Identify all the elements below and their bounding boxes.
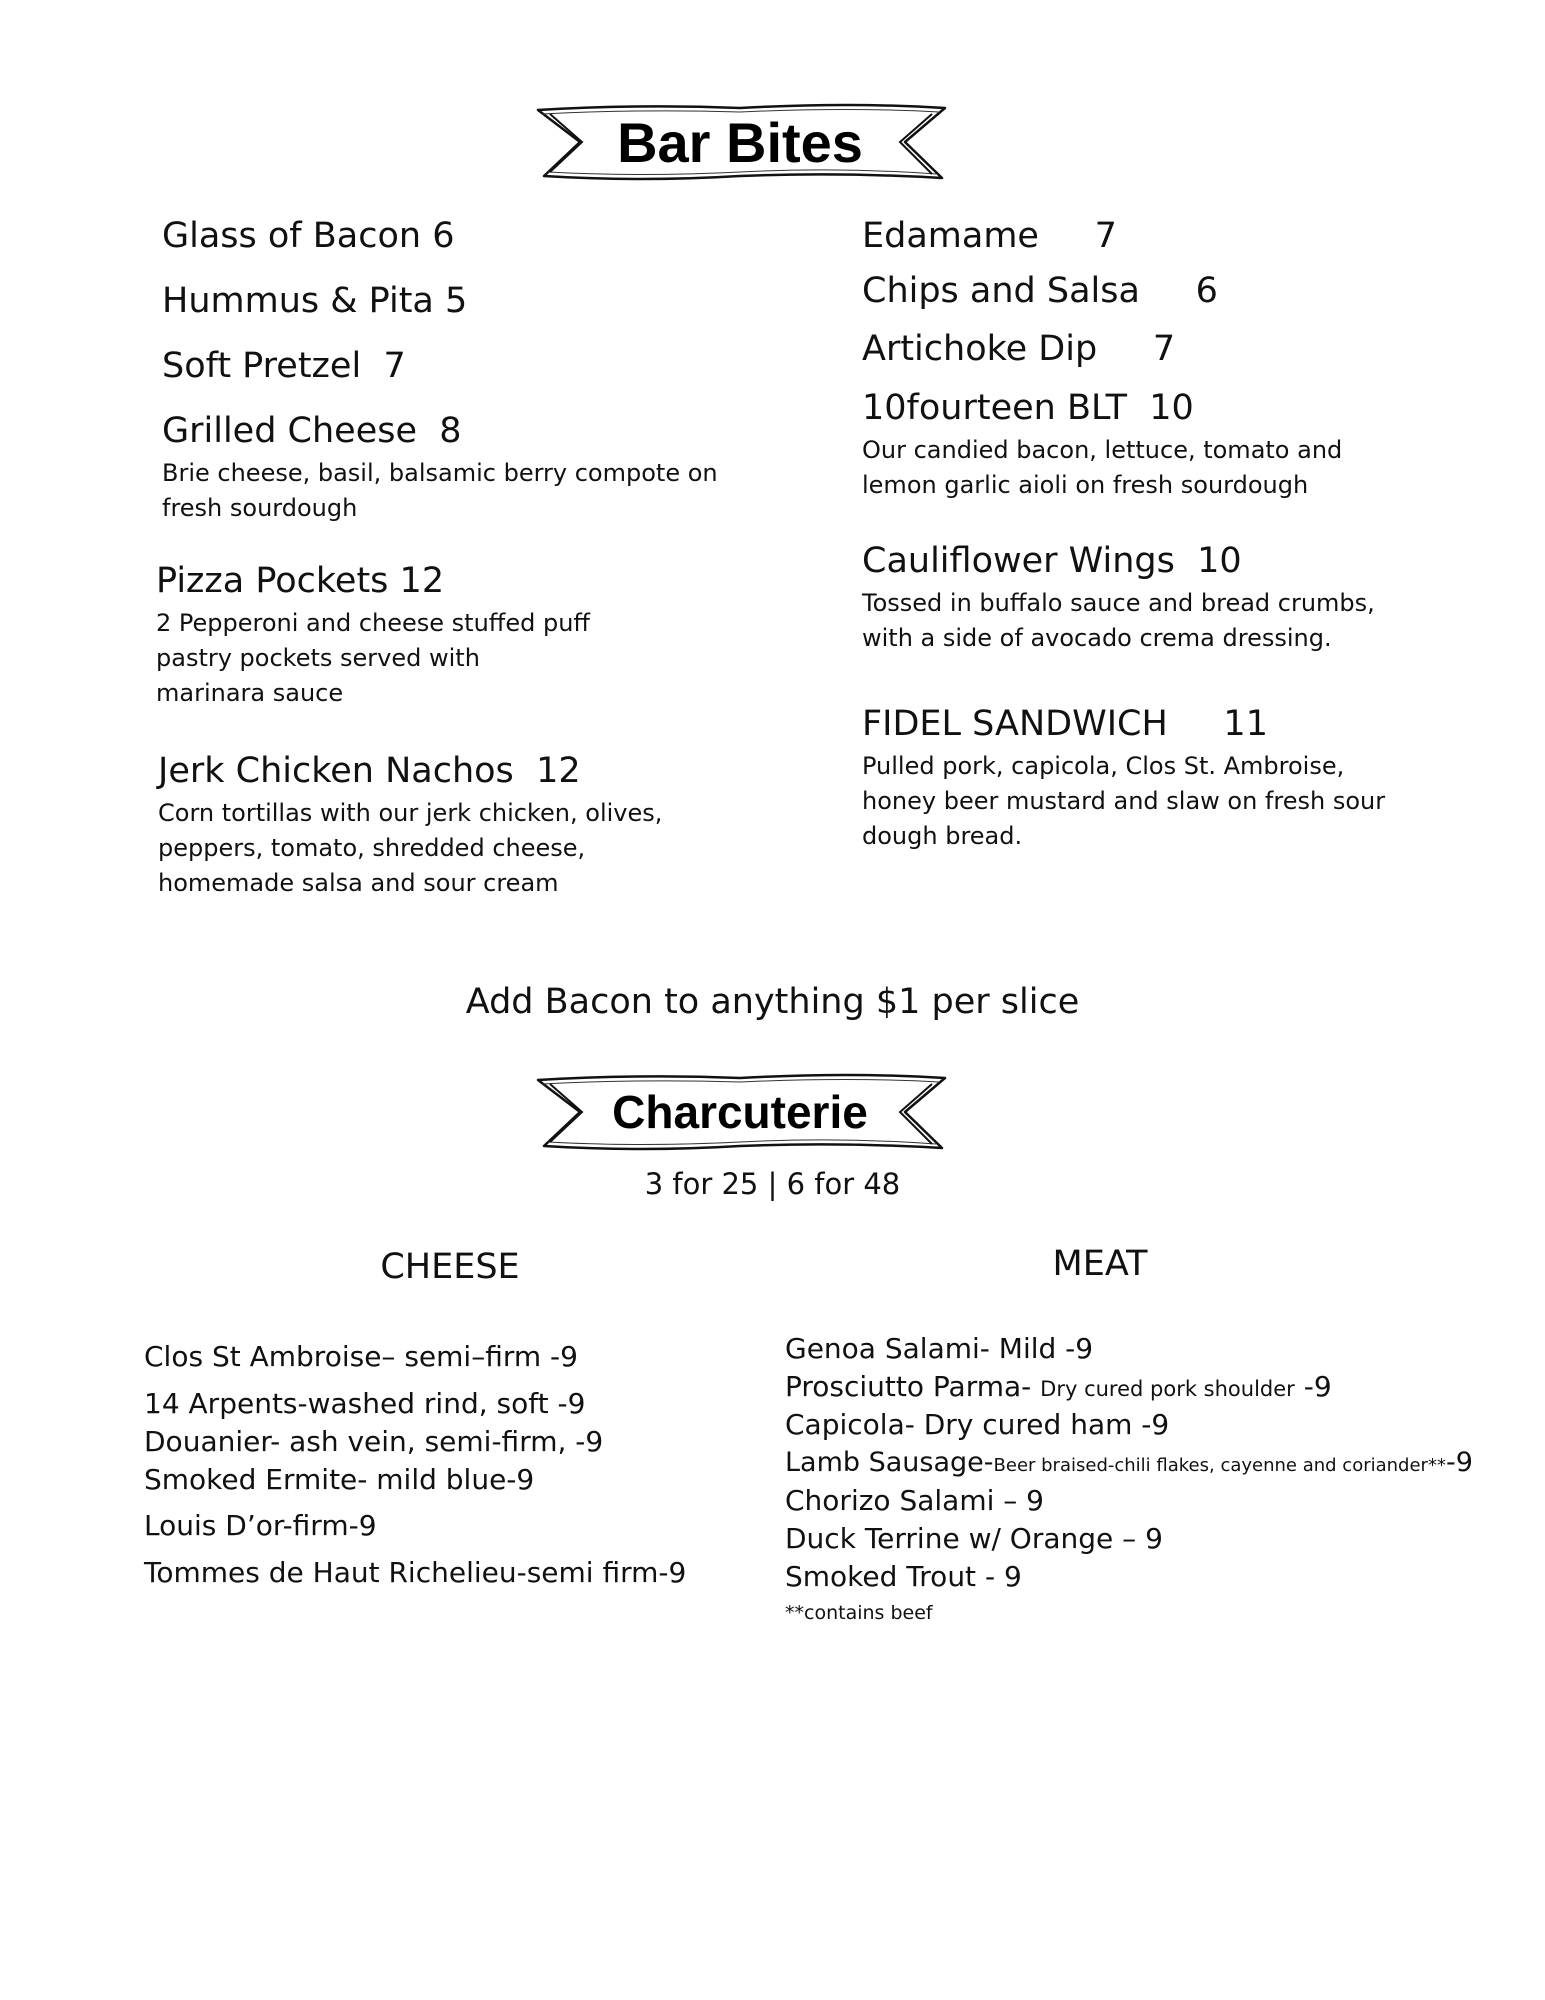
list-item: Smoked Trout - 9: [785, 1560, 1022, 1593]
item-name: Grilled Cheese: [162, 411, 418, 451]
item-name: Artichoke Dip: [862, 329, 1098, 369]
item-price: 5: [445, 281, 468, 321]
item-name: Pizza Pockets: [156, 561, 389, 601]
menu-item: [862, 540, 1422, 656]
menu-item: [156, 560, 596, 711]
item-name: Glass of Bacon: [162, 216, 422, 256]
item-name: Soft Pretzel: [162, 346, 362, 386]
list-item: Lamb Sausage-Beer braised-chili flakes, cayenne and coriander**-9: [785, 1447, 1473, 1478]
charcuterie-title: Charcuterie: [612, 1086, 868, 1138]
item-price: 10: [1197, 541, 1242, 581]
list-item: Smoked Ermite- mild blue-9: [144, 1463, 535, 1496]
item-price: 12: [399, 561, 445, 601]
item-price: 10: [1149, 388, 1194, 428]
menu-item: [862, 215, 1117, 257]
charcuterie-banner: [520, 1066, 960, 1158]
item-price: 6: [1195, 271, 1218, 311]
bar-bites-banner: [520, 96, 960, 188]
list-item: Clos St Ambroise– semi–firm -9: [144, 1340, 578, 1373]
menu-item: [862, 328, 1175, 370]
item-name: Jerk Chicken Nachos: [158, 751, 514, 791]
menu-item: [162, 345, 406, 387]
list-item: 14 Arpents-washed rind, soft -9: [144, 1387, 586, 1420]
item-price: 7: [1152, 329, 1176, 369]
list-item: Louis D’or-firm-9: [144, 1509, 377, 1542]
charcuterie-pricing: 3 for 25 | 6 for 48: [644, 1167, 901, 1201]
list-item: Chorizo Salami – 9: [785, 1484, 1044, 1517]
item-description: Corn tortillas with our jerk chicken, olives, peppers, tomato, shredded cheese, homemade salsa and sour cream: [158, 799, 663, 897]
list-item: Capicola- Dry cured ham -9: [785, 1408, 1170, 1441]
menu-item: [158, 750, 718, 901]
item-name: Chips and Salsa: [862, 271, 1140, 311]
menu-item: [862, 703, 1392, 854]
item-price: 8: [439, 411, 462, 451]
list-item: Tommes de Haut Richelieu-semi firm-9: [144, 1556, 687, 1589]
cheese-heading: CHEESE: [380, 1247, 520, 1287]
item-price: 6: [432, 216, 455, 256]
item-name: FIDEL SANDWICH: [862, 704, 1168, 744]
item-price: 11: [1223, 704, 1268, 744]
item-name: Hummus & Pita: [162, 281, 434, 321]
bar-bites-title: Bar Bites: [617, 111, 863, 174]
menu-item: [862, 387, 1422, 503]
item-description: Pulled pork, capicola, Clos St. Ambroise, honey beer mustard and slaw on fresh sour dough bread.: [862, 752, 1386, 850]
item-description: Tossed in buffalo sauce and bread crumbs, with a side of avocado crema dressing.: [862, 589, 1375, 652]
item-price: 12: [536, 751, 581, 791]
menu-item: [162, 410, 722, 526]
menu-item: [862, 270, 1218, 312]
item-name: Edamame: [862, 216, 1039, 256]
add-on-note: Add Bacon to anything $1 per slice: [465, 982, 1080, 1022]
item-description: Brie cheese, basil, balsamic berry compote on fresh sourdough: [162, 459, 718, 522]
meat-heading: MEAT: [1052, 1244, 1148, 1284]
item-price: 7: [383, 346, 406, 386]
menu-item: [162, 215, 454, 257]
list-item: Genoa Salami- Mild -9: [785, 1332, 1094, 1365]
item-name: Cauliflower Wings: [862, 541, 1175, 581]
item-description: 2 Pepperoni and cheese stuffed puff pastry pockets served with marinara sauce: [156, 609, 590, 707]
item-description: Our candied bacon, lettuce, tomato and lemon garlic aioli on fresh sourdough: [862, 436, 1343, 499]
item-name: 10fourteen BLT: [862, 388, 1128, 428]
list-item: Prosciutto Parma- Dry cured pork shoulder -9: [785, 1370, 1332, 1403]
footnote: **contains beef: [785, 1602, 933, 1624]
list-item: Douanier- ash vein, semi-firm, -9: [144, 1425, 604, 1458]
item-price: 7: [1094, 216, 1117, 256]
list-item: Duck Terrine w/ Orange – 9: [785, 1522, 1163, 1555]
menu-item: [162, 280, 467, 322]
